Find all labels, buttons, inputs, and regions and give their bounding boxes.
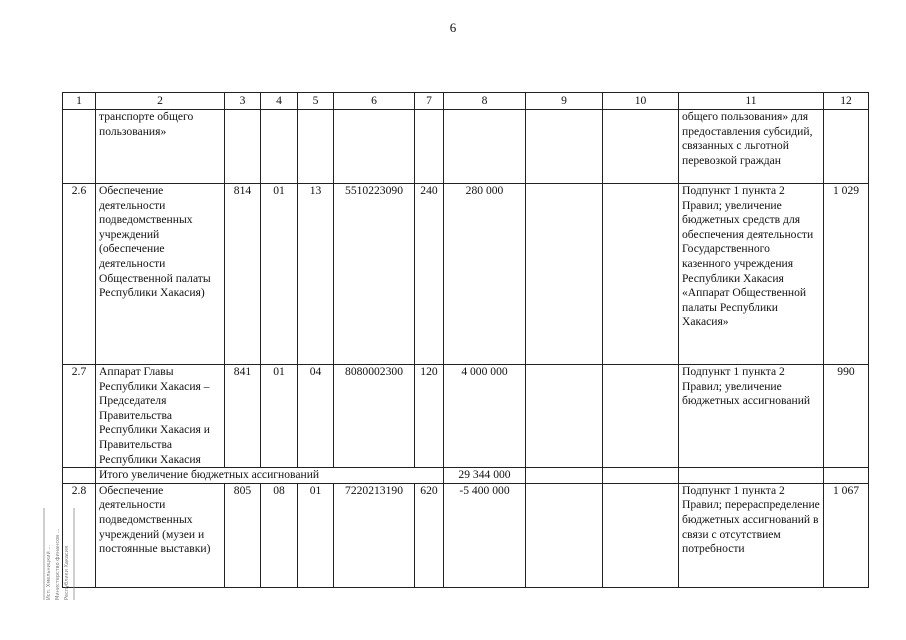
row-number: 2.7 [63, 365, 96, 468]
row-amount: 4 000 000 [444, 365, 526, 468]
column-header: 4 [261, 93, 298, 110]
row-col10 [603, 365, 679, 468]
budget-changes-table [62, 92, 869, 588]
svg-text:Министерство финансов ...: Министерство финансов ... [55, 528, 61, 600]
row-grbs: 814 [225, 184, 261, 365]
column-header: 3 [225, 93, 261, 110]
column-header: 11 [679, 93, 824, 110]
row-col10 [603, 483, 679, 587]
row-csr: 5510223090 [334, 184, 415, 365]
column-header: 2 [96, 93, 225, 110]
column-header: 9 [526, 93, 603, 110]
svg-text:Исп. Хмельницкий ...: Исп. Хмельницкий ... [46, 544, 52, 600]
row-grbs: 805 [225, 483, 261, 587]
column-header: 1 [63, 93, 96, 110]
row-code: 990 [824, 365, 869, 468]
row-csr: 8080002300 [334, 365, 415, 468]
table-row [63, 483, 869, 587]
row-vr: 240 [415, 184, 444, 365]
row-basis: Подпункт 1 пункта 2 Правил; увеличение бюджетных средств для обеспечения деятельности Государственного казенного учреждения Республики Хакасия «Аппарат Общественной палаты Республики Хакасия» [679, 184, 824, 365]
margin-stamp [38, 506, 78, 602]
table-total-row [63, 468, 869, 484]
total-amount: 29 344 000 [444, 468, 526, 484]
row-basis: Подпункт 1 пункта 2 Правил; увеличение бюджетных ассигнований [679, 365, 824, 468]
row-col10 [603, 184, 679, 365]
column-header: 5 [298, 93, 334, 110]
column-header: 10 [603, 93, 679, 110]
row-name: транспорте общего пользования» [96, 110, 225, 184]
row-amount: 280 000 [444, 184, 526, 365]
table-row [63, 365, 869, 468]
row-vr: 120 [415, 365, 444, 468]
row-pr: 01 [298, 483, 334, 587]
table-row-continuation [63, 110, 869, 184]
row-name: Обеспечение деятельности подведомственных учреждений (музеи и постоянные выставки) [96, 483, 225, 587]
table-row [63, 184, 869, 365]
column-header: 6 [334, 93, 415, 110]
row-name: Аппарат Главы Республики Хакасия – Председателя Правительства Республики Хакасия и Правительства Республики Хакасия [96, 365, 225, 468]
row-pr: 04 [298, 365, 334, 468]
row-csr: 7220213190 [334, 483, 415, 587]
row-number: 2.6 [63, 184, 96, 365]
row-name: Обеспечение деятельности подведомственных учреждений (обеспечение деятельности Общественной палаты Республики Хакасия) [96, 184, 225, 365]
row-amount: -5 400 000 [444, 483, 526, 587]
page-number: 6 [449, 20, 457, 35]
row-vr: 620 [415, 483, 444, 587]
row-grbs: 841 [225, 365, 261, 468]
table-header-row [63, 93, 869, 110]
row-col9 [526, 483, 603, 587]
row-rz: 08 [261, 483, 298, 587]
row-rz: 01 [261, 365, 298, 468]
row-col9 [526, 365, 603, 468]
svg-text:Республики Хакасия: Республики Хакасия [64, 545, 70, 600]
row-rz: 01 [261, 184, 298, 365]
column-header: 12 [824, 93, 869, 110]
total-label: Итого увеличение бюджетных ассигнований [96, 468, 444, 484]
row-code: 1 029 [824, 184, 869, 365]
row-number: 2.8 [63, 483, 96, 587]
row-pr: 13 [298, 184, 334, 365]
column-header: 8 [444, 93, 526, 110]
row-basis: Подпункт 1 пункта 2 Правил; перераспределение бюджетных ассигнований в связи с отсутствием потребности [679, 483, 824, 587]
row-basis: общего пользования» для предоставления субсидий, связанных с льготной перевозкой граждан [679, 110, 824, 184]
row-col9 [526, 184, 603, 365]
column-header: 7 [415, 93, 444, 110]
row-code: 1 067 [824, 483, 869, 587]
